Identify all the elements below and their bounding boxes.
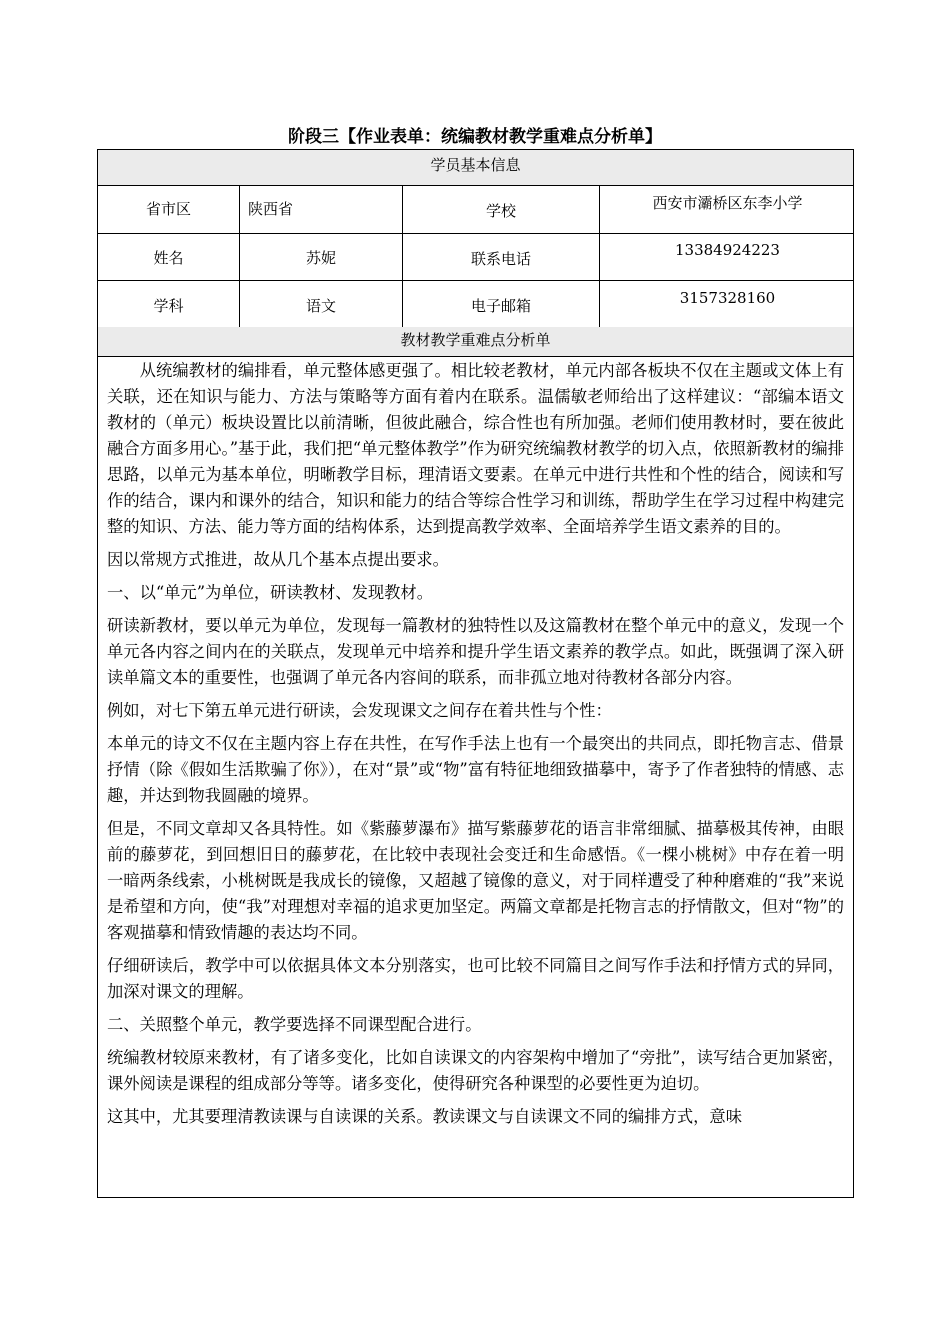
analysis-content	[98, 358, 853, 1137]
value-school: 西安市灞桥区东李小学	[652, 194, 803, 212]
paragraph: 研读新教材，要以单元为单位，发现每一篇教材的独特性以及这篇教材在整个单元中的意义，发现一个单元各内容之间内在的关联点，发现单元中培养和提升学生语文素养的教学点。如此，既强调了深入研读单篇文本的重要性，也强调了单元各内容间的联系，而非孤立地对待教材各部分内容。	[107, 616, 844, 687]
value-region: 陕西省	[248, 200, 294, 218]
section-heading: 一、以“单元”为单位，研读教材、发现教材。	[107, 583, 433, 602]
label-email: 电子邮箱	[470, 297, 531, 315]
value-name: 苏妮	[305, 249, 336, 267]
label-region: 省市区	[145, 200, 191, 218]
value-phone: 13384924223	[675, 241, 780, 259]
paragraph: 本单元的诗文不仅在主题内容上存在共性，在写作手法上也有一个最突出的共同点，即托物言志、借景抒情（除《假如生活欺骗了你》），在对“景”或“物”富有特征地细致描摹中，寄予了作者独特的情感、志趣，并达到物我圆融的境界。	[107, 734, 844, 805]
basic-info-header	[98, 150, 853, 186]
paragraph: 例如，对七下第五单元进行研读，会发现课文之间存在着共性与个性：	[107, 701, 612, 720]
analysis-header	[98, 327, 853, 357]
paragraph: 因以常规方式推进，故从几个基本点提出要求。	[107, 550, 449, 569]
page-title: 阶段三【作业表单：统编教材教学重难点分析单】	[288, 127, 662, 147]
label-name: 姓名	[153, 249, 184, 267]
info-row-region	[98, 185, 853, 234]
info-row-subject	[98, 280, 853, 328]
paragraph: 仔细研读后，教学中可以依据具体文本分别落实，也可比较不同篇目之间写作手法和抒情方式的异同，加深对课文的理解。	[107, 956, 844, 1001]
analysis-header-label: 教材教学重难点分析单	[400, 331, 551, 349]
paragraph: 从统编教材的编排看，单元整体感更强了。相比较老教材，单元内部各板块不仅在主题或文体上有关联，还在知识与能力、方法与策略等方面有着内在联系。温儒敏老师给出了这样建议：“部编本语文教材的（单元）板块设置比以前清晰，但彼此融合，综合性也有所加强。老师们使用教材时，要在彼此融合方面多用心。”基于此，我们把“单元整体教学”作为研究统编教材教学的切入点，依照新教材的编排思路，以单元为基本单位，明晰教学目标，理清语文要素。在单元中进行共性和个性的结合，阅读和写作的结合，课内和课外的结合，知识和能力的结合等综合性学习和训练，帮助学生在学习过程中构建完整的知识、方法、能力等方面的结构体系，达到提高教学效率、全面培养学生语文素养的目的。	[107, 361, 844, 536]
label-phone: 联系电话	[470, 250, 531, 268]
form-table	[97, 149, 854, 1198]
paragraph: 统编教材较原来教材，有了诸多变化，比如自读课文的内容架构中增加了“旁批”，读写结合更加紧密，课外阅读是课程的组成部分等等。诸多变化，使得研究各种课型的必要性更为迫切。	[107, 1048, 844, 1093]
paragraph: 这其中，尤其要理清教读课与自读课的关系。教读课文与自读课文不同的编排方式，意味	[107, 1107, 742, 1126]
section-heading: 二、关照整个单元，教学要选择不同课型配合进行。	[107, 1015, 482, 1034]
value-subject: 语文	[305, 297, 336, 315]
label-subject: 学科	[153, 297, 184, 315]
basic-info-header-label: 学员基本信息	[430, 156, 521, 174]
info-row-name	[98, 233, 853, 281]
label-school: 学校	[485, 202, 516, 220]
paragraph: 但是，不同文章却又各具特性。如《紫藤萝瀑布》描写紫藤萝花的语言非常细腻、描摹极其传神，由眼前的藤萝花，到回想旧日的藤萝花，在比较中表现社会变迁和生命感悟。《一棵小桃树》中存在着一明一暗两条线索，小桃树既是我成长的镜像，又超越了镜像的意义，对于同样遭受了种种磨难的“我”来说是希望和方向，使“我”对理想对幸福的追求更加坚定。两篇文章都是托物言志的抒情散文，但对“物”的客观描摹和情致情趣的表达均不同。	[107, 819, 844, 942]
value-email: 3157328160	[679, 289, 776, 307]
